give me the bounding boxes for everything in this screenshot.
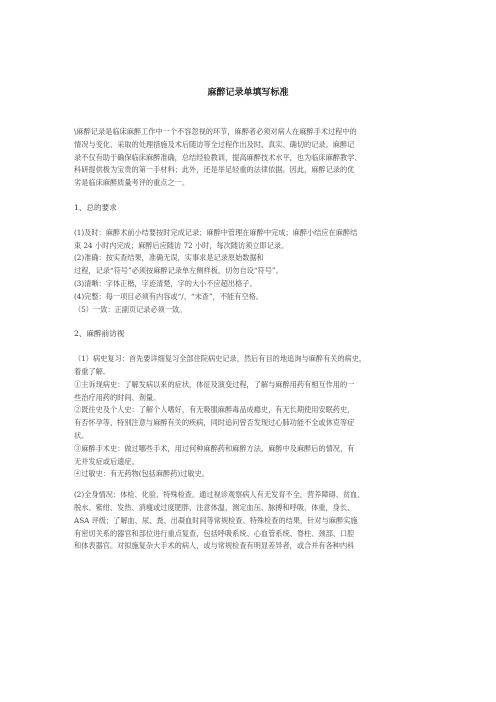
condition-line: 和体表器官。对拟施复杂大手术的病人，或与常规检查有明显差异者，或合并有各种内科	[74, 541, 355, 551]
section-2-general-condition	[74, 489, 426, 553]
history-line: 状。	[74, 430, 89, 440]
history-line: ②既往史及个人史：了解个人嗜好，有无吸服麻醉毒品成瘾史，有无长期使用安眠药史，	[74, 405, 355, 415]
section-1-body	[74, 227, 426, 317]
intro-line: 劣是临床麻醉质量考评的重点之一。	[74, 178, 190, 188]
requirement-line: （5）一致：正副页记录必须一致。	[74, 304, 187, 314]
condition-line: ASA 评级；了解血、尿、粪、出凝血时间等常规检查、特殊检查的结果，针对与麻醉实施	[74, 515, 358, 525]
document-body	[74, 126, 426, 553]
history-line: 有否怀孕等，特别注意与麻醉有关的疾病，同时追问曾否发现过心肺功能不全或休克等症	[74, 418, 355, 428]
intro-line: 情况与变化、采取的处理措施及术后随访等全过程作出及时、真实、确切的记录。麻醉记	[74, 139, 355, 149]
requirement-line: 过程，记录“符号”必须按麻醉记录单左侧样板，切勿自设“符号”。	[74, 266, 283, 276]
history-line: （1）病史复习：首先要详细复习全部住院病史记录，然后有目的地追询与麻醉有关的病史，	[74, 354, 367, 364]
history-line: ①主诉现病史：了解发病以来的症状，体征及演变过程，了解与麻醉用药有相互作用的一	[74, 379, 355, 389]
requirement-line: (2)准确：按实查结果，准确无误，实事求是记录原始数据和	[74, 253, 264, 263]
history-line: ④过敏史：有无药物(包括麻醉药)过敏史。	[74, 469, 209, 479]
intro-paragraph	[74, 126, 426, 190]
condition-line: 脱水、紫绀、发热、消瘦或过度肥胖，注意体温，测定血压、脉搏和呼吸、体重，身长、	[74, 502, 355, 512]
section-2-history	[74, 353, 426, 481]
section-2-heading: 2、麻醉前访视	[74, 329, 125, 339]
section-1-heading: 1、总的要求	[74, 202, 117, 212]
intro-line: \麻醉记录是临床麻醉工作中一个不容忽视的环节，麻醉者必须对病人在麻醉手术过程中的	[74, 127, 357, 136]
requirement-line: (3)清晰：字体正楷，字迹清楚，字的大小不应超出格子。	[74, 278, 257, 288]
condition-line: 有密切关系的器官和部位进行重点复查，包括呼吸系统、心血管系统、脊柱、颈部、口腔	[74, 528, 355, 538]
condition-line: (2)全身情况：体检、化验、特殊检查。通过视诊观察病人有无发育不全，营养障碍、贫血、	[74, 490, 365, 500]
requirement-line: (1)及时：麻醉术前小结要按时完成记录；麻醉中管理在麻醉中完成；麻醉小结应在麻醉结	[74, 227, 358, 237]
requirement-line: 束 24 小时内完成；麻醉后应随访 72 小时，每次随访须立即记录。	[74, 240, 289, 250]
requirement-line: (4)完整：每一项目必须有内容或“/、“未查”，不能有空格。	[74, 291, 263, 301]
intro-line: 录不仅有助于确保临床麻醉准确，总结经验教训，提高麻醉技术水平，也为临床麻醉教学、	[74, 152, 362, 162]
document-title: 麻醉记录单填写标准	[207, 88, 289, 98]
history-line: ③麻醉手术史：做过哪些手术，用过何种麻醉药和麻醉方法，麻醉中及麻醉后的情况，有	[74, 443, 355, 453]
history-line: 无并发症或后遗症。	[74, 456, 139, 466]
intro-line: 科研提供极为宝贵的第一手材料；此外，还是举足轻重的法律依据。因此，麻醉记录的优	[74, 165, 355, 175]
history-line: 着重了解。	[74, 366, 110, 376]
history-line: 些治疗用药的时间、剂量。	[74, 392, 161, 402]
